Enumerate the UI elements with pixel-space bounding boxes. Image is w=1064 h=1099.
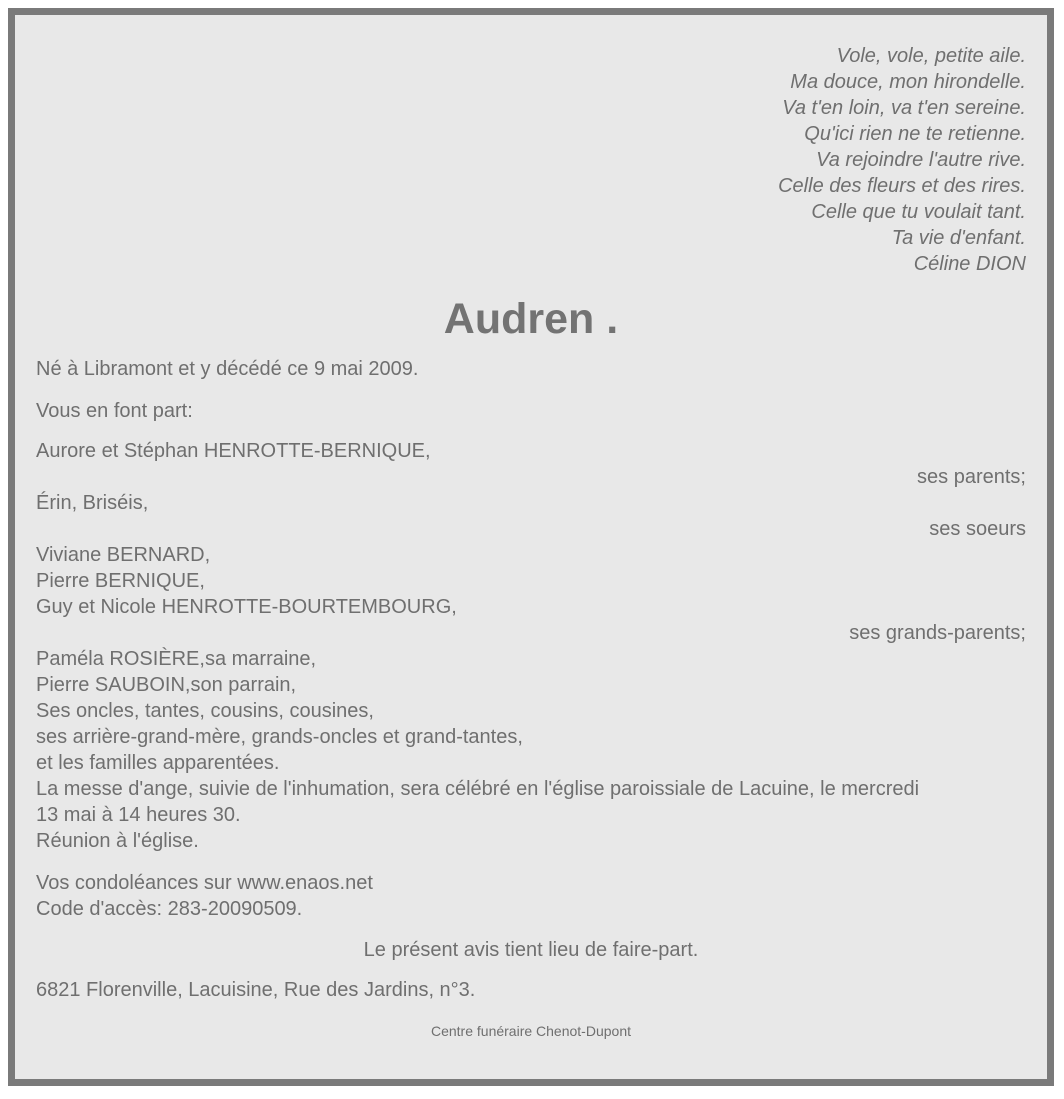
obituary-card (8, 8, 1054, 1086)
poem-line: Celle des fleurs et des rires. (778, 175, 1026, 197)
poem-line: Qu'ici rien ne te retienne. (804, 123, 1026, 145)
poem (778, 43, 1026, 277)
ceremony-line: La messe d'ange, suivie de l'inhumation, sera célébré en l'église paroissiale de Lacuine, le mercredi (36, 778, 920, 800)
poem-line: Vole, vole, petite aile. (836, 45, 1026, 67)
family-line: Paméla ROSIÈRE,sa marraine, (36, 648, 317, 670)
poem-line: Va t'en loin, va t'en sereine. (782, 97, 1026, 119)
access-code-line: Code d'accès: 283-20090509. (36, 898, 303, 920)
notice-line: Le présent avis tient lieu de faire-part. (363, 939, 699, 961)
announcers-intro: Vous en font part: (36, 400, 193, 422)
address-line: 6821 Florenville, Lacuisine, Rue des Jardins, n°3. (36, 979, 476, 1001)
family-line: et les familles apparentées. (36, 752, 280, 774)
deceased-name: Audren . (443, 295, 619, 343)
birth-death-line: Né à Libramont et y décédé ce 9 mai 2009. (36, 358, 419, 380)
ceremony-line: 13 mai à 14 heures 30. (36, 804, 241, 826)
grandparent-name: Guy et Nicole HENROTTE-BOURTEMBOURG, (36, 596, 457, 618)
ceremony-line: Réunion à l'église. (36, 830, 199, 852)
family-line: Pierre SAUBOIN,son parrain, (36, 674, 297, 696)
parents-role: ses parents; (917, 466, 1026, 488)
poem-author: Céline DION (913, 253, 1026, 275)
family-line: Ses oncles, tantes, cousins, cousines, (36, 700, 374, 722)
poem-line: Va rejoindre l'autre rive. (816, 149, 1026, 171)
condolences-line: Vos condoléances sur www.enaos.net (36, 872, 373, 894)
poem-line: Ta vie d'enfant. (891, 227, 1026, 249)
parents-names: Aurore et Stéphan HENROTTE-BERNIQUE, (36, 440, 431, 462)
poem-line: Celle que tu voulait tant. (811, 201, 1026, 223)
sisters-role: ses soeurs (929, 518, 1026, 540)
grandparent-name: Pierre BERNIQUE, (36, 570, 205, 592)
sisters-names: Érin, Briséis, (36, 492, 149, 514)
family-line: ses arrière-grand-mère, grands-oncles et grand-tantes, (36, 726, 523, 748)
funeral-home: Centre funéraire Chenot-Dupont (430, 1023, 631, 1039)
poem-line: Ma douce, mon hirondelle. (790, 71, 1026, 93)
grandparents-role: ses grands-parents; (849, 622, 1026, 644)
grandparent-name: Viviane BERNARD, (36, 544, 211, 566)
